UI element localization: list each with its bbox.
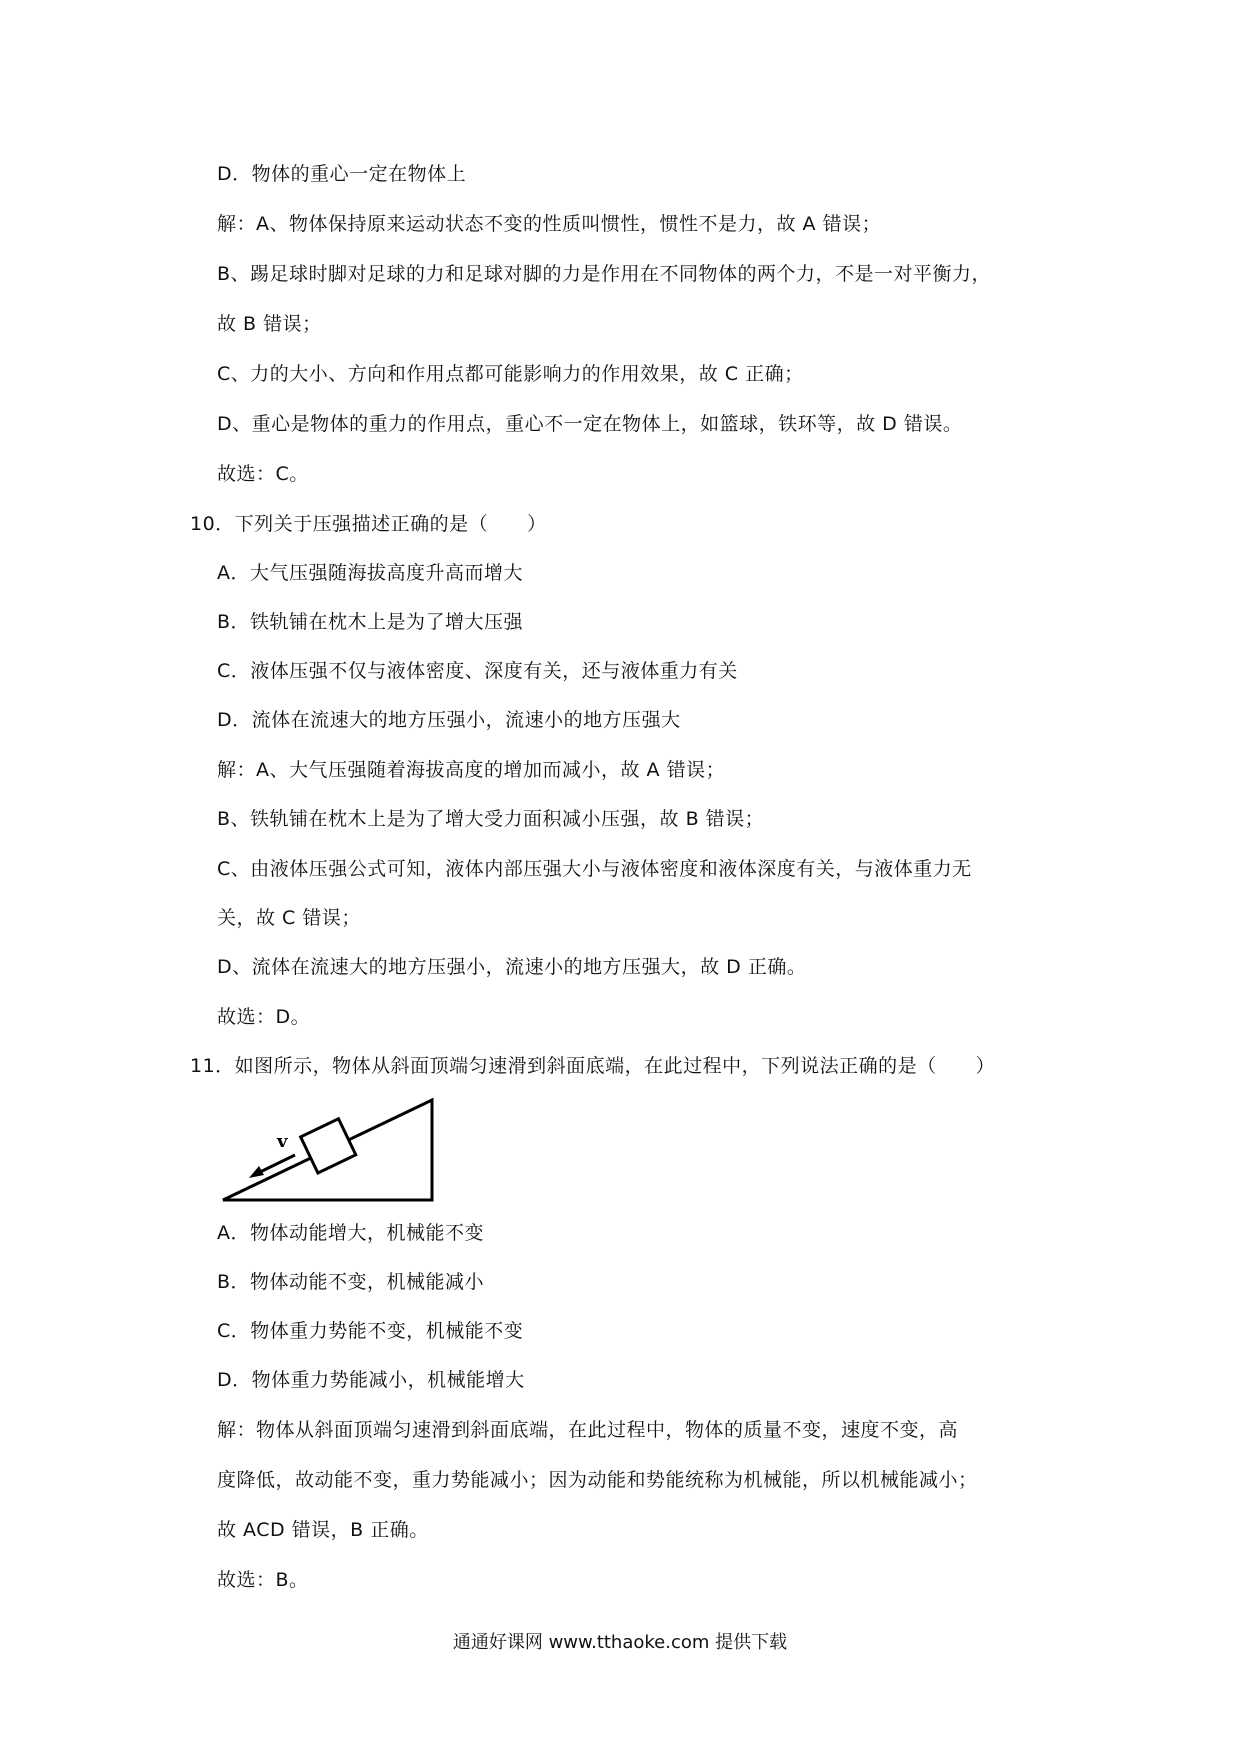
velocity-label: v xyxy=(277,1131,288,1152)
q9-solution-line: 解：A、物体保持原来运动状态不变的性质叫惯性，惯性不是力，故 A 错误； xyxy=(217,213,882,235)
q11-solution-line: 解：物体从斜面顶端匀速滑到斜面底端，在此过程中，物体的质量不变，速度不变，高 xyxy=(217,1419,959,1441)
q10-solution-line: C、由液体压强公式可知，液体内部压强大小与液体密度和液体深度有关，与液体重力无 xyxy=(217,858,972,880)
q11-answer: 故选：B。 xyxy=(217,1569,309,1591)
q10-solution-line: 关，故 C 错误； xyxy=(217,907,361,929)
q11-option-b: B．物体动能不变，机械能减小 xyxy=(217,1271,485,1293)
q11-option-c: C．物体重力势能不变，机械能不变 xyxy=(217,1320,524,1342)
q11-option-d: D．物体重力势能减小，机械能增大 xyxy=(217,1369,525,1391)
q11-solution-line: 故 ACD 错误，B 正确。 xyxy=(217,1519,429,1541)
incline-figure xyxy=(215,1085,445,1210)
q10-stem: 10．下列关于压强描述正确的是（ ） xyxy=(190,513,547,535)
q10-solution-line: 解：A、大气压强随着海拔高度的增加而减小，故 A 错误； xyxy=(217,759,726,781)
q11-solution-line: 度降低，故动能不变，重力势能减小；因为动能和势能统称为机械能，所以机械能减小； xyxy=(217,1469,978,1491)
arrowhead-icon xyxy=(249,1166,264,1178)
q9-option-d: D．物体的重心一定在物体上 xyxy=(217,163,467,185)
q10-answer: 故选：D。 xyxy=(217,1006,311,1028)
q9-solution-line: B、踢足球时脚对足球的力和足球对脚的力是作用在不同物体的两个力，不是一对平衡力， xyxy=(217,263,992,285)
q10-solution-line: B、铁轨铺在枕木上是为了增大受力面积减小压强，故 B 错误； xyxy=(217,808,765,830)
q9-solution-line: D、重心是物体的重力的作用点，重心不一定在物体上，如篮球，铁环等，故 D 错误。 xyxy=(217,413,963,435)
sliding-block xyxy=(301,1119,356,1173)
q10-option-a: A．大气压强随海拔高度升高而增大 xyxy=(217,562,523,584)
q9-solution-line: 故 B 错误； xyxy=(217,313,322,335)
velocity-arrow xyxy=(258,1155,295,1173)
q10-solution-line: D、流体在流速大的地方压强小，流速小的地方压强大，故 D 正确。 xyxy=(217,956,807,978)
q9-solution-line: C、力的大小、方向和作用点都可能影响力的作用效果，故 C 正确； xyxy=(217,363,804,385)
page-footer: 通通好课网 www.tthaoke.com 提供下载 xyxy=(452,1632,788,1653)
q9-answer: 故选：C。 xyxy=(217,463,309,485)
q10-option-b: B．铁轨铺在枕木上是为了增大压强 xyxy=(217,611,524,633)
q10-option-c: C．液体压强不仅与液体密度、深度有关，还与液体重力有关 xyxy=(217,660,738,682)
q11-option-a: A．物体动能增大，机械能不变 xyxy=(217,1222,484,1244)
q11-stem: 11．如图所示，物体从斜面顶端匀速滑到斜面底端，在此过程中，下列说法正确的是（ ） xyxy=(190,1055,996,1077)
q10-option-d: D．流体在流速大的地方压强小，流速小的地方压强大 xyxy=(217,709,681,731)
